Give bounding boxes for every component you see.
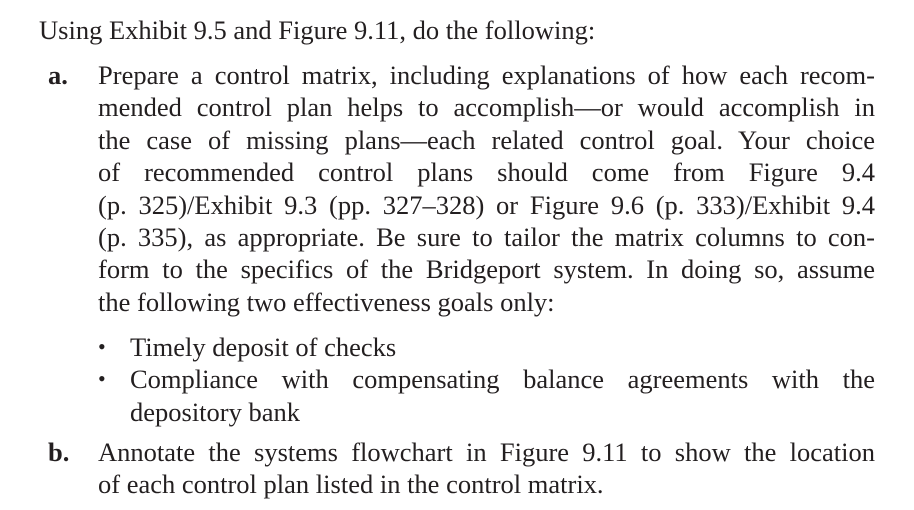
bullet-line: depository bank	[130, 396, 301, 427]
item-a-line: Prepare a control matrix, including explanations of how each recom-	[98, 60, 875, 90]
bullet-text	[130, 331, 875, 363]
bullet-line: Timely deposit of checks	[130, 332, 397, 362]
item-a	[39, 59, 875, 318]
item-a-line: form to the specifics of the Bridgeport system. In doing so, assume	[98, 254, 875, 285]
item-b-line: of each control plan listed in the control matrix.	[98, 469, 604, 500]
bullet-text	[130, 363, 875, 428]
item-b-line: Annotate the systems flowchart in Figure 9.11 to show the location	[98, 437, 875, 467]
bullet-icon: •	[98, 334, 106, 359]
bullet-line: Compliance with compensating balance agreements with the	[130, 364, 875, 395]
item-b-text	[98, 436, 875, 501]
item-a-line: mended control plan helps to accomplish—or would accomplish in	[98, 92, 875, 123]
item-a-line: the following two effectiveness goals only:	[98, 286, 555, 317]
item-a-text	[98, 59, 875, 318]
item-b-marker: b.	[48, 437, 70, 467]
item-a-line: of recommended control plans should come from Figure 9.4	[98, 157, 875, 188]
item-a-line: the case of missing plans—each related control goal. Your choice	[98, 124, 875, 155]
item-b	[39, 436, 875, 501]
bullet-item	[98, 363, 875, 428]
item-a-line: (p. 325)/Exhibit 9.3 (pp. 327–328) or Figure 9.6 (p. 333)/Exhibit 9.4	[98, 189, 875, 220]
exercise-intro: Using Exhibit 9.5 and Figure 9.11, do the following:	[39, 15, 596, 45]
bullet-icon: •	[98, 366, 106, 392]
item-a-marker: a.	[48, 60, 68, 90]
goal-bullet-list	[98, 331, 875, 428]
item-a-line: (p. 335), as appropriate. Be sure to tailor the matrix columns to con-	[98, 221, 875, 252]
bullet-item	[98, 331, 875, 363]
